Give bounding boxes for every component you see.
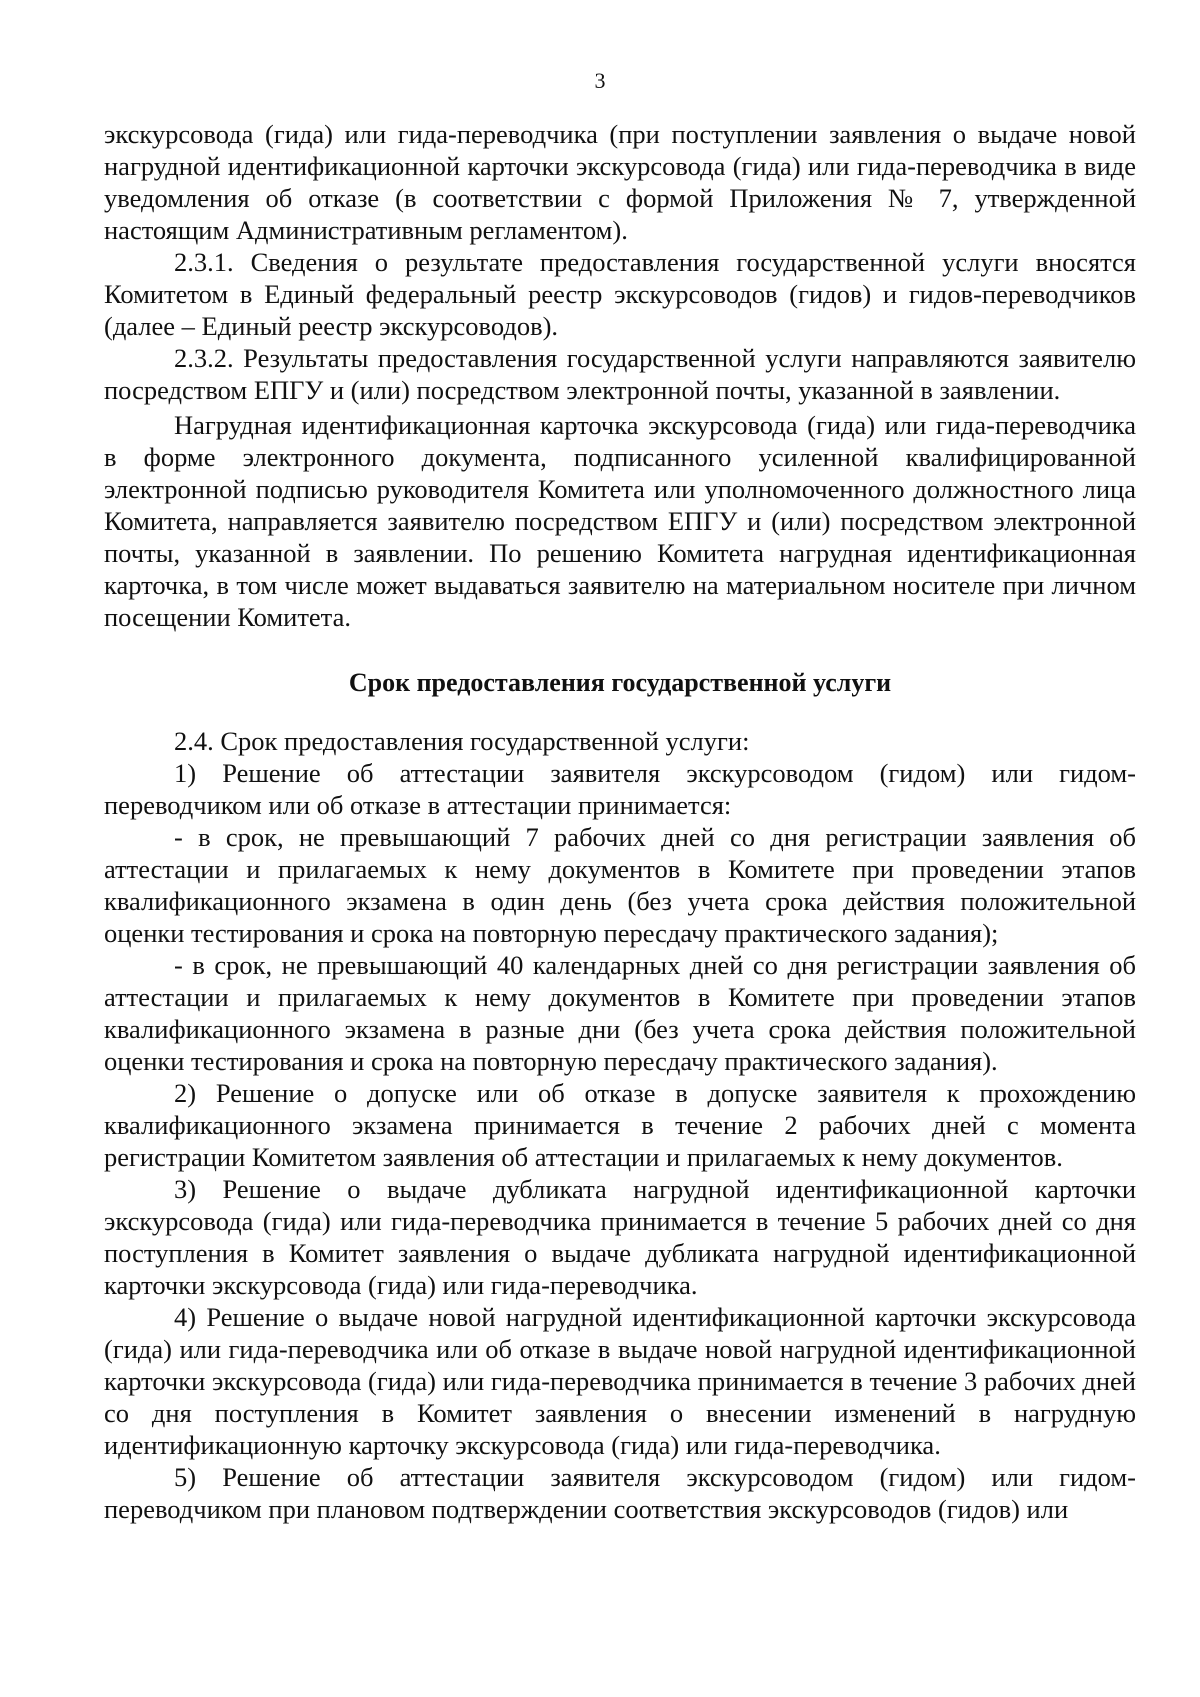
list-item-4: 4) Решение о выдаче новой нагрудной идентификационной карточки экскурсовода (гида) или гида-переводчика или об отказе в выдаче новой нагрудной идентификационной карточки экскурсовода (гида) или гида-переводчика принимается в течение 3 рабочих дней со дня поступления в Комитет заявления о внесении изменений в нагрудную идентификационную карточку экскурсовода (гида) или гида-переводчика. [104,1302,1136,1460]
list-item-2: 2) Решение о допуске или об отказе в допуске заявителя к прохождению квалификационного экзамена принимается в течение 2 рабочих дней с момента регистрации Комитетом заявления об аттестации и прилагаемых к нему документов. [104,1078,1136,1172]
document-body [104,118,1136,1525]
list-subitem-7-days: - в срок, не превышающий 7 рабочих дней со дня регистрации заявления об аттестации и прилагаемых к нему документов в Комитете при проведении этапов квалификационного экзамена в один день (без учета срока действия положительной оценки тестирования и срока на повторную пересдачу практического задания); [104,822,1136,948]
paragraph-continuation: экскурсовода (гида) или гида-переводчика (при поступлении заявления о выдаче новой нагрудной идентификационной карточки экскурсовода (гида) или гида-переводчика в виде уведомления об отказе (в соответствии с формой Приложения № 7, утвержденной настоящим Административным регламентом). [104,119,1136,245]
list-item-3: 3) Решение о выдаче дубликата нагрудной идентификационной карточки экскурсовода (гида) или гида-переводчика принимается в течение 5 рабочих дней со дня поступления в Комитет заявления о выдаче дубликата нагрудной идентификационной карточки экскурсовода (гида) или гида-переводчика. [104,1174,1136,1300]
list-item-5: 5) Решение об аттестации заявителя экскурсоводом (гидом) или гидом-переводчиком при плановом подтверждении соответствия экскурсоводов (гидов) или [104,1462,1136,1524]
paragraph-2-3-1: 2.3.1. Сведения о результате предоставления государственной услуги вносятся Комитетом в Единый федеральный реестр экскурсоводов (гидов) и гидов-переводчиков (далее – Единый реестр экскурсоводов). [104,247,1136,341]
page-number: 3 [594,68,606,93]
paragraph-2-3-2: 2.3.2. Результаты предоставления государственной услуги направляются заявителю посредством ЕПГУ и (или) посредством электронной почты, указанной в заявлении. [104,343,1136,405]
paragraph-2-4: 2.4. Срок предоставления государственной услуги: [174,726,750,756]
section-heading: Срок предоставления государственной услуги [348,668,892,697]
paragraph-badge-card: Нагрудная идентификационная карточка экскурсовода (гида) или гида-переводчика в форме электронного документа, подписанного усиленной квалифицированной электронной подписью руководителя Комитета или уполномоченного должностного лица Комитета, направляется заявителю посредством ЕПГУ и (или) посредством электронной почты, указанной в заявлении. По решению Комитета нагрудная идентификационная карточка, в том числе может выдаваться заявителю на материальном носителе при личном посещении Комитета. [104,410,1136,632]
list-subitem-40-days: - в срок, не превышающий 40 календарных дней со дня регистрации заявления об аттестации и прилагаемых к нему документов в Комитете при проведении этапов квалификационного экзамена в разные дни (без учета срока действия положительной оценки тестирования и срока на повторную пересдачу практического задания). [104,950,1136,1076]
list-item-1: 1) Решение об аттестации заявителя экскурсоводом (гидом) или гидом-переводчиком или об отказе в аттестации принимается: [104,758,1136,820]
